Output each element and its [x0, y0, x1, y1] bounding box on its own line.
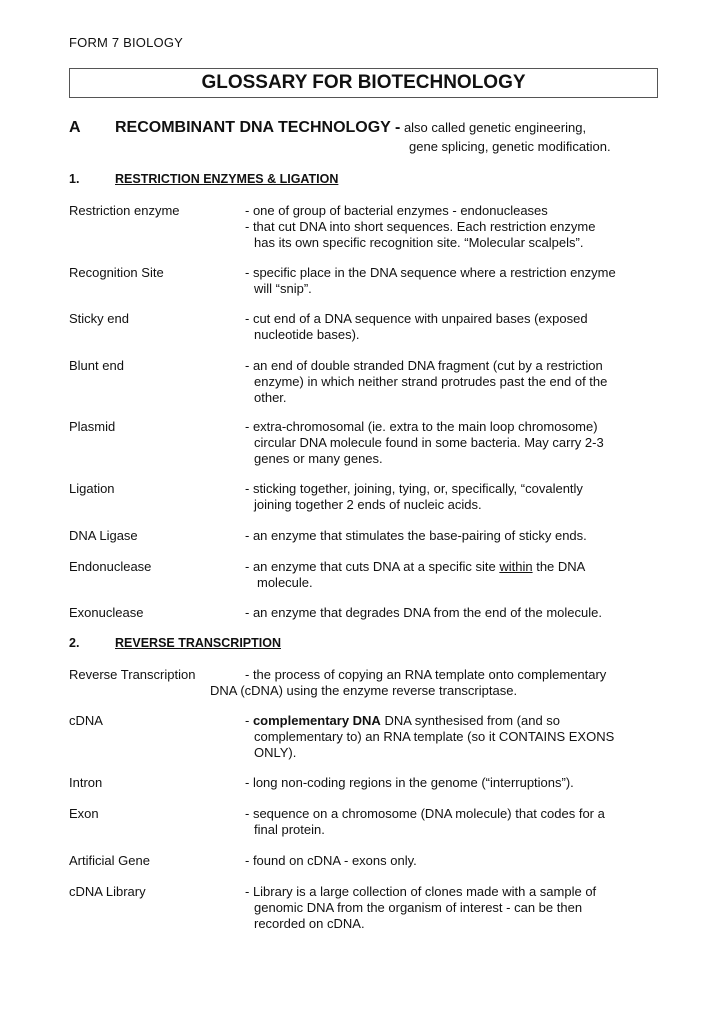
- definition-line: circular DNA molecule found in some bacteria. May carry 2-3: [254, 435, 604, 450]
- definition-line: other.: [254, 390, 287, 405]
- definition-text: - an enzyme that cuts DNA at a specific site: [245, 559, 500, 574]
- section-subtitle-line2: gene splicing, genetic modification.: [409, 139, 611, 154]
- section-title: [115, 119, 586, 137]
- definition-line: - Library is a large collection of clones made with a sample of: [245, 884, 597, 899]
- entry-definition: [245, 775, 645, 791]
- definition-text: -: [245, 713, 253, 728]
- definition-line: - one of group of bacterial enzymes - endonucleases: [245, 203, 548, 218]
- entry-term: Exonuclease: [69, 605, 144, 620]
- definition-line: - an enzyme that degrades DNA from the end of the molecule.: [245, 605, 602, 620]
- subsection-number: 2.: [69, 636, 80, 650]
- entry-term: DNA Ligase: [69, 528, 138, 543]
- entry-term: Recognition Site: [69, 265, 164, 280]
- definition-line: will “snip”.: [254, 281, 312, 296]
- entry-definition: [245, 311, 645, 343]
- section-letter: A: [69, 119, 81, 136]
- entry-term: cDNA: [69, 713, 103, 728]
- entry-definition: [245, 481, 645, 513]
- section-subtitle-line1: also called genetic engineering,: [400, 120, 587, 135]
- definition-line: [245, 559, 645, 575]
- definition-line: recorded on cDNA.: [254, 916, 365, 931]
- section-title-text: RECOMBINANT DNA TECHNOLOGY -: [115, 119, 401, 136]
- bold-term: complementary DNA: [252, 713, 381, 728]
- definition-line: - sticking together, joining, tying, or, specifically, “covalently: [245, 481, 583, 496]
- page-title: GLOSSARY FOR BIOTECHNOLOGY: [69, 68, 658, 98]
- entry-definition: [245, 528, 645, 544]
- definition-line: final protein.: [254, 822, 325, 837]
- definition-line: complementary to) an RNA template (so it CONTAINS EXONS: [254, 729, 615, 744]
- entry-term: Plasmid: [69, 419, 116, 434]
- entry-term: Endonuclease: [69, 559, 152, 574]
- definition-line: - the process of copying an RNA template onto complementary: [245, 667, 607, 682]
- definition-line: nucleotide bases).: [254, 327, 360, 342]
- form-label: FORM 7 BIOLOGY: [69, 35, 184, 50]
- definition-line: has its own specific recognition site. “Molecular scalpels”.: [254, 235, 584, 250]
- entry-definition: [245, 806, 645, 838]
- definition-line: joining together 2 ends of nucleic acids.: [254, 497, 482, 512]
- entry-definition: [245, 667, 645, 683]
- entry-term: Artificial Gene: [69, 853, 150, 868]
- subsection-title: RESTRICTION ENZYMES & LIGATION: [115, 172, 339, 186]
- entry-term: Blunt end: [69, 358, 124, 373]
- subsection-number: 1.: [69, 172, 80, 186]
- definition-line: - long non-coding regions in the genome (“interruptions”).: [245, 775, 574, 790]
- entry-definition: [245, 419, 645, 467]
- entry-term: Intron: [69, 775, 103, 790]
- entry-term: cDNA Library: [69, 884, 146, 899]
- underlined-word: within: [499, 559, 533, 574]
- entry-definition: [245, 713, 645, 761]
- subsection-heading-2: [69, 636, 281, 650]
- definition-line: ONLY).: [254, 745, 297, 760]
- subsection-heading-1: [69, 172, 338, 186]
- definition-line: - an enzyme that stimulates the base-pairing of sticky ends.: [245, 528, 587, 543]
- entry-definition: [245, 265, 645, 297]
- definition-line: molecule.: [257, 575, 313, 590]
- definition-line: - specific place in the DNA sequence where a restriction enzyme: [245, 265, 616, 280]
- entry-definition: [245, 203, 645, 251]
- entry-term: Sticky end: [69, 311, 129, 326]
- entry-term: Reverse Transcription: [69, 667, 196, 682]
- entry-term: Exon: [69, 806, 99, 821]
- definition-line: - that cut DNA into short sequences. Each restriction enzyme: [245, 219, 596, 234]
- definition-line: - sequence on a chromosome (DNA molecule) that codes for a: [245, 806, 605, 821]
- definition-line: enzyme) in which neither strand protrudes past the end of the: [254, 374, 608, 389]
- definition-line: - cut end of a DNA sequence with unpaired bases (exposed: [245, 311, 588, 326]
- entry-definition: [245, 358, 645, 406]
- entry-definition: [245, 605, 645, 621]
- definition-line: [245, 713, 645, 729]
- definition-line: - an end of double stranded DNA fragment (cut by a restriction: [245, 358, 603, 373]
- definition-text: the DNA: [532, 559, 586, 574]
- subsection-title: REVERSE TRANSCRIPTION: [115, 636, 281, 650]
- entry-definition: [245, 853, 645, 869]
- entry-term: Ligation: [69, 481, 115, 496]
- definition-line: DNA (cDNA) using the enzyme reverse transcriptase.: [210, 683, 518, 698]
- definition-line: genomic DNA from the organism of interest - can be then: [254, 900, 583, 915]
- definition-line: genes or many genes.: [254, 451, 383, 466]
- definition-line: - found on cDNA - exons only.: [245, 853, 417, 868]
- definition-line: - extra-chromosomal (ie. extra to the main loop chromosome): [245, 419, 598, 434]
- entry-definition: [245, 884, 645, 932]
- entry-term: Restriction enzyme: [69, 203, 180, 218]
- entry-definition: [245, 559, 645, 591]
- definition-text: DNA synthesised from (and so: [380, 713, 561, 728]
